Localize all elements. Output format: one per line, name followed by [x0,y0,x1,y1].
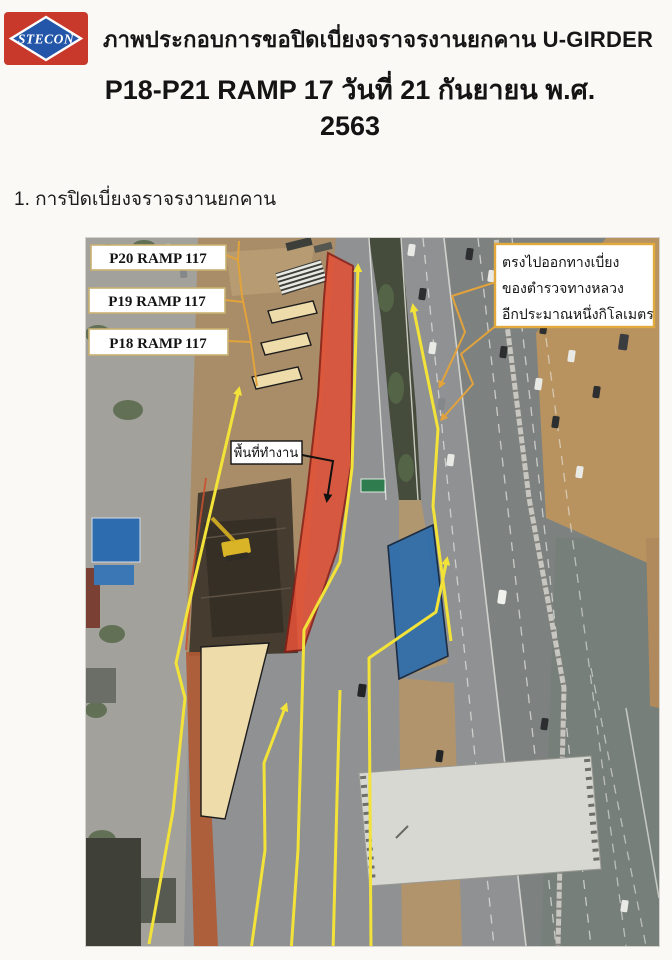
label-p18-text: P18 RAMP 117 [109,336,207,352]
document-title-line2: P18-P21 RAMP 17 วันที่ 21 กันยายน พ.ศ. 2563 [104,75,596,141]
stecon-logo [4,12,88,65]
detour-note-box [495,244,654,327]
pier-labels [89,245,228,355]
label-p20 [91,245,226,270]
green-highway-sign [361,479,385,492]
document-title-line1: ภาพประกอบการขอปิดเบี่ยงจราจรงานยกคาน U-GIRDER [102,27,654,52]
detour-note-line2: ของตำรวจทางหลวง [502,280,624,296]
label-p18 [89,329,228,355]
label-p19 [89,288,225,313]
label-p19-text: P19 RAMP 117 [108,294,206,310]
detour-note-line3: อีกประมาณหนึ่งกิโลเมตร [502,306,654,322]
section-heading: 1. การปิดเบี่ยงจราจรงานยกคาน [14,189,277,210]
roadside-sign-blue [92,518,140,562]
logo-text: STECON [17,31,75,47]
work-area-label-text: พื้นที่ทำงาน [233,445,299,460]
label-p20-text: P20 RAMP 117 [109,251,207,267]
work-area-label [231,441,302,464]
roadside-sign-blue-small [94,565,134,585]
bridge-deck [359,756,601,886]
aerial-traffic-diversion-photo [85,237,660,947]
detour-note-line1: ตรงไปออกทางเบี่ยง [502,254,620,270]
p18-leader [228,341,251,342]
